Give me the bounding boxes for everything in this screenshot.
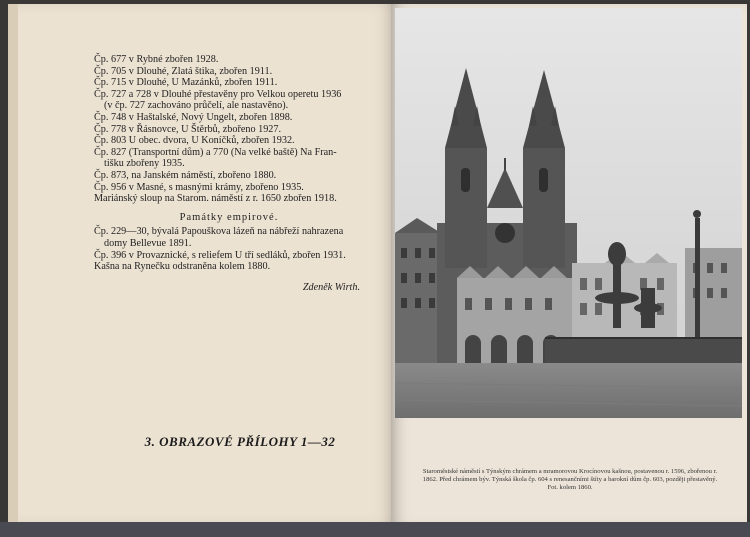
entry-line: Čp. 705 v Dlouhé, Zlatá štika, zbořen 1911. <box>94 65 273 77</box>
entry-line: Čp. 229—30, bývalá Papouškova lázeň na nábřeží nahrazena <box>94 226 344 238</box>
caption-line: Staroměstské náměstí s Týnským chrámem a mramorovou Krocínovou kašnou, postavenou r. 1596, zbořenou r. <box>422 468 718 475</box>
entry-line: Čp. 748 v Haštalské, Nový Ungelt, zbořen 1898. <box>94 111 293 123</box>
entry-line: domy Bellevue 1891. <box>104 237 192 249</box>
author-signature: Zdeněk Wirth. <box>302 281 360 293</box>
entry-line: (v čp. 727 zachováno průčelí, ale nastavěno). <box>104 100 289 112</box>
section-heading: Památky empirové. <box>179 211 279 223</box>
tyn-church-photo <box>395 8 742 418</box>
entry-line: Čp. 677 v Rybné zbořen 1928. <box>94 54 219 65</box>
entry-line: Čp. 715 v Dlouhé, U Mazánků, zbořen 1911. <box>94 77 278 89</box>
entry-line: tišku zbořeny 1935. <box>104 158 185 170</box>
left-building <box>395 218 441 363</box>
caption-line: Fot. kolem 1860. <box>547 484 593 491</box>
entry-line: Čp. 778 v Řásnovce, U Štěrbů, zbořeno 1927. <box>94 123 282 135</box>
photo-caption <box>398 468 742 492</box>
entry-list <box>94 54 364 293</box>
entry-line: Čp. 727 a 728 v Dlouhé přestavěny pro Velkou operetu 1936 <box>94 88 342 100</box>
entry-line: Mariánský sloup na Starom. náměstí z r. 1650 zbořen 1918. <box>94 193 337 205</box>
entry-line: Čp. 873, na Janském náměstí, zbořeno 1880. <box>94 169 277 181</box>
chapter-heading: 3. OBRAZOVÉ PŘÍLOHY 1—32 <box>144 434 336 449</box>
entry-line: Čp. 956 v Masné, s masnými krámy, zbořeno 1935. <box>94 181 304 193</box>
entry-line: Čp. 396 v Provaznické, s reliefem U tří sedláků, zbořen 1931. <box>94 249 346 261</box>
entry-line: Čp. 827 (Transportní dům) a 770 (Na velké baště) Na Fran- <box>94 146 337 158</box>
book-bottom-edge <box>0 522 750 537</box>
entry-line: Čp. 803 U obec. dvora, U Koníčků, zbořen 1932. <box>94 135 295 147</box>
entry-line: Kašna na Rynečku odstraněna kolem 1880. <box>94 261 271 273</box>
photo-old-town-square <box>395 8 742 418</box>
caption-line: 1862. Před chrámem býv. Týnská škola čp. 604 s renesančními štíty a barokní dům čp. 603, později přestavěný. <box>422 476 718 483</box>
